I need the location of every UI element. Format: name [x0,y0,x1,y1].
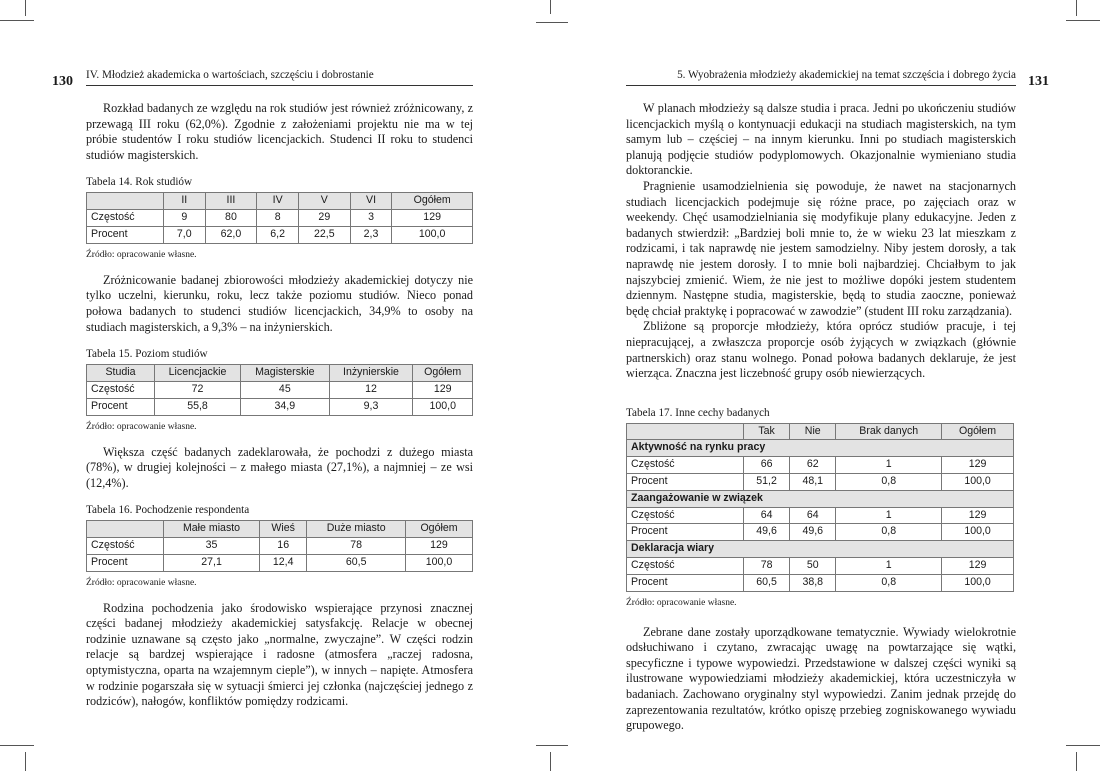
table-cell: 16 [260,538,307,555]
page-number: 130 [52,74,73,89]
table-cell: 62 [790,457,836,474]
table-row [87,381,473,398]
table-cell: 129 [405,538,472,555]
group-label: Aktywność na rynku pracy [627,440,1014,457]
table-cell: 62,0 [205,226,257,243]
table-14 [86,192,473,243]
header-cell: Nie [790,423,836,440]
table-caption: Tabela 14. Rok studiów [86,176,193,189]
table-header-row [627,423,1014,440]
header-cell: II [164,193,206,210]
table-cell: 0,8 [836,524,942,541]
table-header-row [87,365,473,382]
table-16 [86,520,473,571]
table-cell: 66 [744,457,790,474]
header-cell: Wieś [260,521,307,538]
header-cell: VI [350,193,392,210]
table-cell: 100,0 [413,398,473,415]
table-cell: 100,0 [405,554,472,571]
table-source: Źródło: opracowanie własne. [86,577,197,588]
spacer [86,433,473,445]
running-head: IV. Młodzież akademicka o wartościach, szczęściu i dobrostanie [86,69,374,81]
table-cell: 34,9 [241,398,329,415]
header-cell: Ogółem [413,365,473,382]
table-cell: 1 [836,558,942,575]
table-cell: 2,3 [350,226,392,243]
table-header-row [87,521,473,538]
table-cell: 80 [205,210,257,227]
header-cell: V [298,193,350,210]
row-label: Procent [627,474,744,491]
group-label: Zaangażowanie w związek [627,490,1014,507]
header-cell: Magisterskie [241,365,329,382]
table-cell: 0,8 [836,474,942,491]
table-cell: 35 [164,538,260,555]
paragraph: Zebrane dane zostały uporządkowane tematycznie. Wywiady wielokrotnie odsłuchiwano i czytano, zwracając uwagę na powtarzające się wątki, specyficzne i typowe wypowiedzi. Przedstawione w dalszej części wyniki są ilustrowane wypowiedziami młodzieży akademickiej, która uczestniczyła w badaniach. Zachowano oryginalny styl wypowiedzi. Zanim jednak przejdę do zaprezentowania rezultatów, krótko opiszę przebieg zogniskowanego wywiadu grupowego. [626,624,1016,733]
header-rule [86,85,473,86]
group-row [627,541,1014,558]
table-caption: Tabela 15. Poziom studiów [86,348,208,361]
row-label: Częstość [627,507,744,524]
table-row [87,398,473,415]
right-body [626,101,1016,734]
table-cell: 49,6 [790,524,836,541]
table-cell: 7,0 [164,226,206,243]
table-row [87,226,473,243]
table-row [87,554,473,571]
row-label: Procent [627,574,744,591]
table-caption: Tabela 17. Inne cechy badanych [626,406,770,419]
table-row [627,574,1014,591]
table-row [627,558,1014,575]
paragraph: Pragnienie usamodzielnienia się powoduje, że nawet na stacjonarnych studiach licencjackich podejmuje się różne prace, po zajęciach oraz w weekendy. Chęć usamodzielniania się modyfikuje plany edukacyjne. Jeden z badanych stwierdził: „Bardziej boli mnie to, że w wieku 23 lat mieszkam z rodzicami, i tak naprawdę nie jestem samodzielny. Niby jestem dorosły, a tak naprawdę nie jestem dorosły. I to mnie boli najbardziej. Chciałbym to jak najszybciej zmienić. Wiem, że nie jest to możliwe dopóki jestem studentem dziennym. Następne studia, magisterskie, będą to studia zaoczne, ponieważ będę chciał praktykę i popracować w zawodzie” (student III roku zarządzania). [626,178,1016,318]
table-row [627,507,1014,524]
table-row [87,210,473,227]
table-cell: 72 [154,381,240,398]
header-cell: Duże miasto [307,521,406,538]
table-cell: 78 [744,558,790,575]
table-cell: 129 [392,210,473,227]
table-cell: 1 [836,507,942,524]
spacer [86,261,473,273]
table-cell: 27,1 [164,554,260,571]
table-source: Źródło: opracowanie własne. [626,597,737,608]
header-cell: IV [257,193,299,210]
table-cell: 60,5 [744,574,790,591]
table-cell: 45 [241,381,329,398]
table-cell: 38,8 [790,574,836,591]
table-cell: 129 [942,507,1014,524]
table-cell: 100,0 [942,474,1014,491]
group-label: Deklaracja wiary [627,541,1014,558]
table-15 [86,364,473,415]
table-cell: 1 [836,457,942,474]
table-cell: 29 [298,210,350,227]
row-label: Procent [87,398,155,415]
paragraph: Zbliżone są proporcje młodzieży, która oprócz studiów pracuje, i tej niepracującej, a zwłaszcza proporcje osób żyjących w związkach (głównie partnerskich) oraz stanu wolnego. Ponad połowa badanych deklaruje, że jest wierząca. Znaczna jest liczebność grupy osób niewierzących. [626,319,1016,381]
row-label: Częstość [627,457,744,474]
table-cell: 100,0 [392,226,473,243]
header-cell: Licencjackie [154,365,240,382]
paragraph: Rozkład badanych ze względu na rok studiów jest również zróżnicowany, z przewagą III roku (62,0%). Zgodnie z założeniami projektu nie ma w tej próbie studentów I roku studiów licencjackich. Studenci II roku to studenci studiów magisterskich. [86,101,473,162]
right-page [550,0,1100,771]
spacer [626,609,1016,625]
table-row [627,524,1014,541]
table-cell: 8 [257,210,299,227]
table-cell: 9 [164,210,206,227]
header-cell: Ogółem [392,193,473,210]
header-rule [626,85,1016,86]
table-cell: 129 [942,558,1014,575]
table-cell: 60,5 [307,554,406,571]
header-cell: III [205,193,257,210]
table-header-row [87,193,473,210]
running-head: 5. Wyobrażenia młodzieży akademickiej na temat szczęścia i dobrego życia [677,69,1016,81]
header-cell: Ogółem [942,423,1014,440]
table-caption: Tabela 16. Pochodzenie respondenta [86,504,250,517]
row-label: Procent [627,524,744,541]
table-cell: 3 [350,210,392,227]
header-cell: Małe miasto [164,521,260,538]
table-row [627,457,1014,474]
table-cell: 6,2 [257,226,299,243]
table-cell: 129 [942,457,1014,474]
header-cell: Inżynierskie [329,365,413,382]
row-label: Procent [87,554,164,571]
header-cell: Ogółem [405,521,472,538]
table-cell: 78 [307,538,406,555]
header-cell: Tak [744,423,790,440]
left-body [86,101,473,710]
table-cell: 51,2 [744,474,790,491]
group-row [627,490,1014,507]
row-label: Częstość [87,538,164,555]
group-row [627,440,1014,457]
table-source: Źródło: opracowanie własne. [86,421,197,432]
row-label: Procent [87,226,164,243]
table-cell: 55,8 [154,398,240,415]
header-cell: Studia [87,365,155,382]
table-cell: 12,4 [260,554,307,571]
row-label: Częstość [87,381,155,398]
header-cell: Brak danych [836,423,942,440]
header-cell [87,521,164,538]
paragraph: Większa część badanych zadeklarowała, że pochodzi z dużego miasta (78%), w drugiej kolejności – z małego miasta (27,1%), a najmniej – ze wsi (12,4%). [86,444,473,490]
page-number: 131 [1028,74,1049,89]
table-source: Źródło: opracowanie własne. [86,249,197,260]
table-cell: 0,8 [836,574,942,591]
table-cell: 12 [329,381,413,398]
table-cell: 48,1 [790,474,836,491]
table-cell: 50 [790,558,836,575]
table-cell: 49,6 [744,524,790,541]
table-cell: 22,5 [298,226,350,243]
paragraph: W planach młodzieży są dalsze studia i praca. Jedni po ukończeniu studiów licencjackich myślą o kontynuacji edukacji na studiach magisterskich, na tym samym lub – częściej – na innym kierunku. Inni po studiach magisterskich planują podjęcie studiów podyplomowych. Okazjonalnie wymieniano studia doktoranckie. [626,101,1016,178]
table-cell: 129 [413,381,473,398]
paragraph: Zróżnicowanie badanej zbiorowości młodzieży akademickiej dotyczy nie tylko uczelni, kierunku, roku, lecz także poziomu studiów. Nieco ponad połowa badanych to studenci studiów licencjackich, 34,9% to osoby na studiach magisterskich, a 9,3% – na inżynierskich. [86,272,473,334]
row-label: Częstość [627,558,744,575]
table-cell: 100,0 [942,574,1014,591]
table-row [87,538,473,555]
table-17 [626,423,1014,592]
table-cell: 100,0 [942,524,1014,541]
spacer [626,382,1016,394]
table-cell: 64 [744,507,790,524]
table-row [627,474,1014,491]
table-cell: 9,3 [329,398,413,415]
header-cell [87,193,164,210]
row-label: Częstość [87,210,164,227]
paragraph: Rodzina pochodzenia jako środowisko wspierające przynosi znacznej części badanej młodzieży akademickiej satysfakcję. Relacje w obecnej rodzinie uznawane są często jako „normalne, zwyczajne”. W części rodzin relacje są bardzej wspierające i radosne (atmosfera „raczej radosna, optymistyczna, oparta na wzajemnym cieple”), w innych – napięte. Atmosfera w rodzinie pogarszała się w sytuacji śmierci jej członka (najczęściej jednego z rodziców), nałogów, konfliktów pomiędzy rodzicami. [86,600,473,709]
spacer [86,589,473,601]
table-cell: 64 [790,507,836,524]
header-cell [627,423,744,440]
